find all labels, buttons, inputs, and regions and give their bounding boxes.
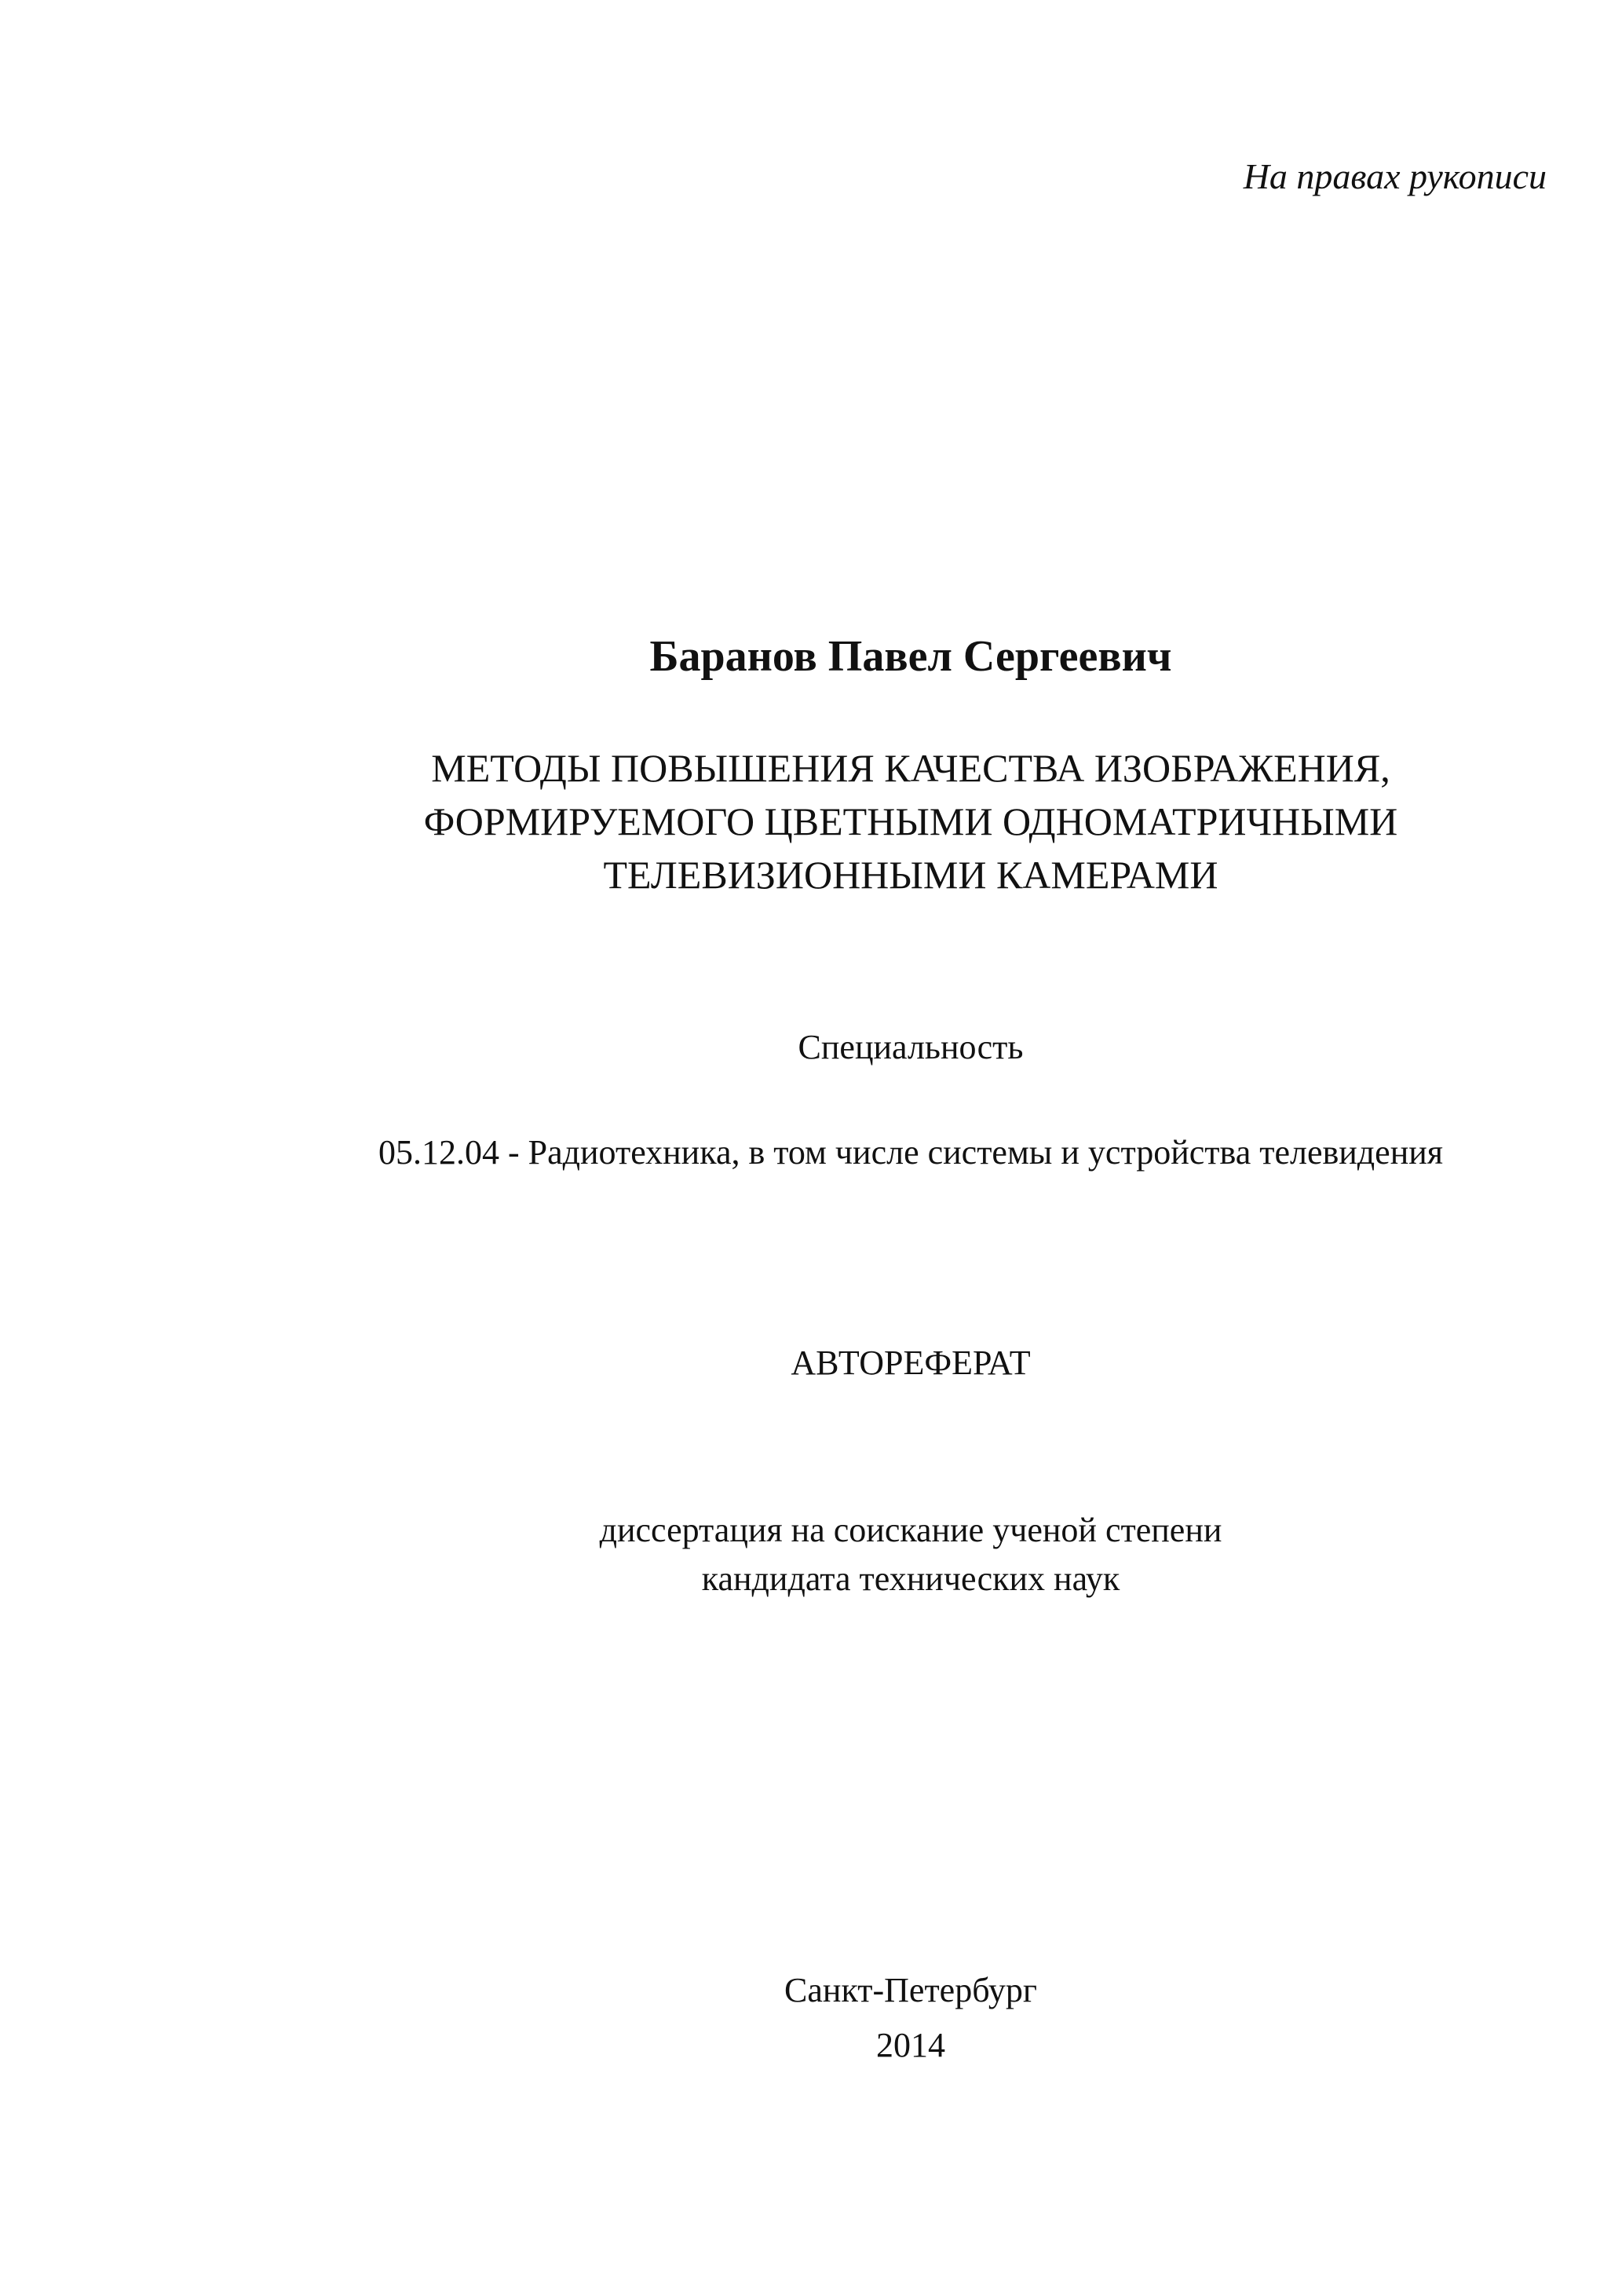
title-line: МЕТОДЫ ПОВЫШЕНИЯ КАЧЕСТВА ИЗОБРАЖЕНИЯ, xyxy=(431,746,1390,790)
publication-footer xyxy=(314,1963,1507,2073)
author-name: Баранов Павел Сергеевич xyxy=(649,632,1172,681)
document-type: АВТОРЕФЕРАТ xyxy=(791,1344,1031,1382)
degree-line: кандидата технических наук xyxy=(701,1559,1120,1598)
title-line: ТЕЛЕВИЗИОННЫМИ КАМЕРАМИ xyxy=(603,853,1218,897)
dissertation-title xyxy=(314,741,1507,901)
manuscript-rights-notice: На правах рукописи xyxy=(1243,156,1547,196)
publication-city: Санкт-Петербург xyxy=(784,1971,1037,2009)
degree-line: диссертация на соискание ученой степени xyxy=(599,1511,1222,1549)
degree-statement xyxy=(314,1506,1507,1603)
specialty-value: 05.12.04 - Радиотехника, в том числе системы и устройства телевидения xyxy=(378,1133,1444,1172)
specialty-label: Специальность xyxy=(798,1028,1024,1066)
title-line: ФОРМИРУЕМОГО ЦВЕТНЫМИ ОДНОМАТРИЧНЫМИ xyxy=(423,799,1398,843)
publication-year: 2014 xyxy=(876,2026,945,2064)
